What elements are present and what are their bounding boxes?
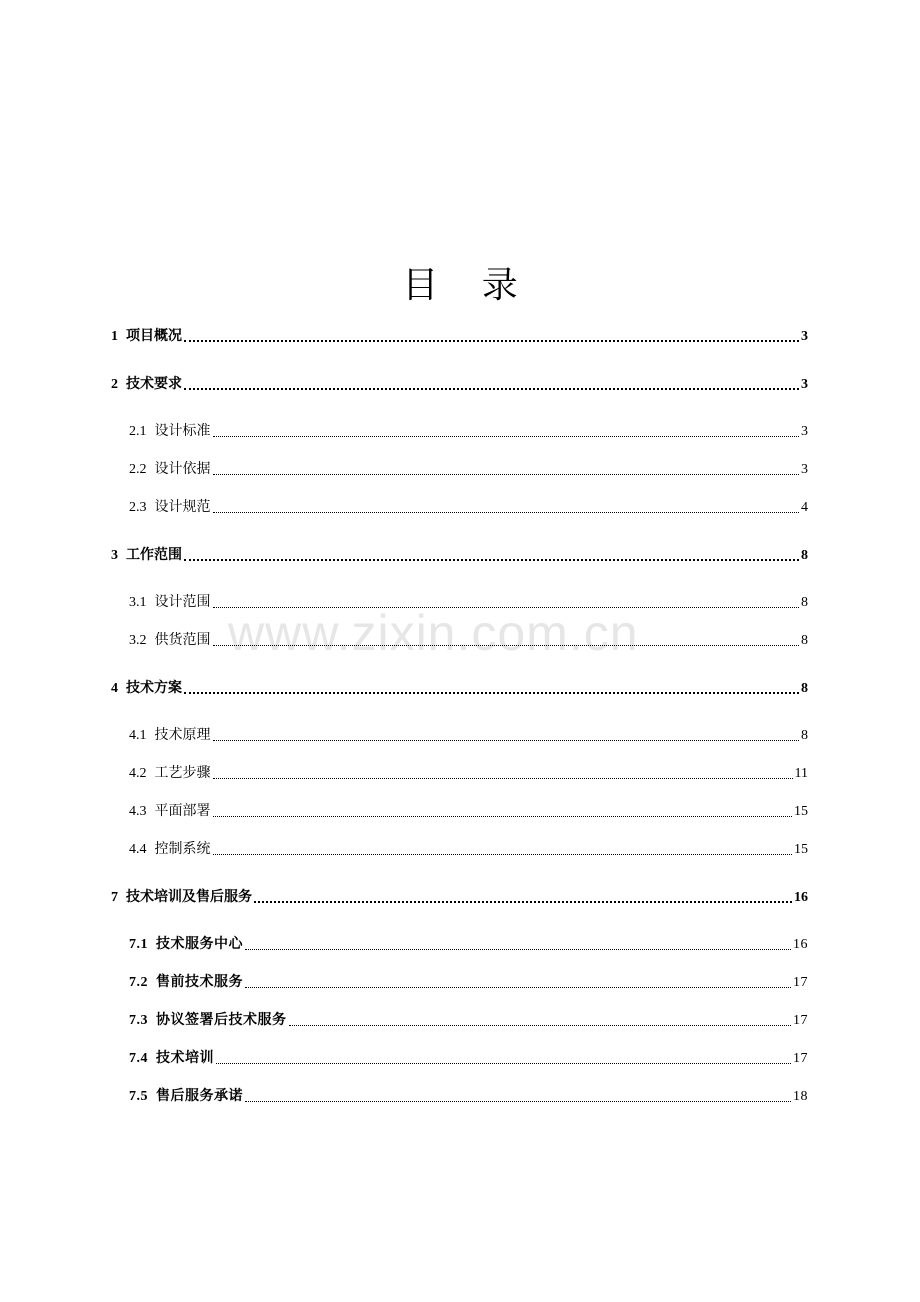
toc-number: 3.2 xyxy=(129,633,147,648)
toc-title: 设计范围 xyxy=(154,595,211,610)
toc-page: 8 xyxy=(801,548,808,563)
toc-entry-7-3[interactable] xyxy=(129,1010,808,1032)
toc-number: 4.1 xyxy=(129,728,147,743)
toc-title: 设计标准 xyxy=(154,424,211,439)
dot-leader xyxy=(213,777,793,779)
toc-page: 17 xyxy=(793,1051,808,1066)
toc-page: 11 xyxy=(794,766,808,781)
toc-entry-4-2[interactable] xyxy=(129,763,808,785)
toc-title: 技术原理 xyxy=(154,728,211,743)
toc-number: 2 xyxy=(111,377,118,392)
toc-entry-4-4[interactable] xyxy=(129,839,808,861)
toc-entry-2-3[interactable] xyxy=(129,497,808,519)
toc-number: 2.1 xyxy=(129,424,147,439)
toc-number: 7.2 xyxy=(129,975,148,990)
toc-entry-2-1[interactable] xyxy=(129,421,808,443)
toc-page: 3 xyxy=(801,424,808,439)
dot-leader xyxy=(289,1024,792,1026)
toc-page: 3 xyxy=(801,329,808,344)
toc-title: 技术方案 xyxy=(126,681,182,696)
dot-leader xyxy=(213,853,793,855)
toc-entry-7-5[interactable] xyxy=(129,1086,808,1108)
toc-entry-4[interactable] xyxy=(111,678,808,700)
toc-title: 协议签署后技术服务 xyxy=(156,1013,287,1028)
toc-number: 4.3 xyxy=(129,804,147,819)
toc-entry-7-1[interactable] xyxy=(129,934,808,956)
toc-number: 2.3 xyxy=(129,500,147,515)
toc-page: 18 xyxy=(793,1089,808,1104)
toc-number: 2.2 xyxy=(129,462,147,477)
toc-page: 17 xyxy=(793,1013,808,1028)
dot-leader xyxy=(213,606,800,608)
toc-number: 1 xyxy=(111,329,118,344)
toc-entry-7-2[interactable] xyxy=(129,972,808,994)
toc-title: 工艺步骤 xyxy=(154,766,211,781)
toc-entry-3-2[interactable] xyxy=(129,630,808,652)
toc-page: 15 xyxy=(794,804,808,819)
dot-leader xyxy=(213,435,800,437)
toc-page: 17 xyxy=(793,975,808,990)
toc-number: 7.5 xyxy=(129,1089,148,1104)
dot-leader xyxy=(245,948,791,950)
toc-title: 技术培训及售后服务 xyxy=(126,890,252,905)
toc-page: 8 xyxy=(801,728,808,743)
toc-page: 8 xyxy=(801,681,808,696)
toc-title: 平面部署 xyxy=(154,804,211,819)
toc-number: 4.4 xyxy=(129,842,147,857)
toc-title: 技术培训 xyxy=(156,1051,214,1066)
dot-leader xyxy=(245,986,791,988)
dot-leader xyxy=(213,511,800,513)
dot-leader xyxy=(213,473,800,475)
toc-page: 8 xyxy=(801,633,808,648)
watermark: www.zixin.com.cn xyxy=(228,605,639,661)
toc-entry-1[interactable] xyxy=(111,326,808,348)
toc-title: 技术服务中心 xyxy=(156,937,243,952)
toc-number: 4 xyxy=(111,681,118,696)
toc-entry-7[interactable] xyxy=(111,887,808,909)
toc-number: 7 xyxy=(111,890,118,905)
toc-entry-3[interactable] xyxy=(111,545,808,567)
toc-page: 16 xyxy=(794,890,808,905)
toc-entry-4-3[interactable] xyxy=(129,801,808,823)
toc-page: 8 xyxy=(801,595,808,610)
dot-leader xyxy=(213,739,800,741)
dot-leader xyxy=(184,339,799,342)
toc-number: 7.1 xyxy=(129,937,148,952)
toc-number: 7.3 xyxy=(129,1013,148,1028)
toc-title: 控制系统 xyxy=(154,842,211,857)
toc-title: 售前技术服务 xyxy=(156,975,243,990)
toc-entry-2-2[interactable] xyxy=(129,459,808,481)
toc-entry-7-4[interactable] xyxy=(129,1048,808,1070)
dot-leader xyxy=(254,900,792,903)
toc-title: 项目概况 xyxy=(126,329,182,344)
dot-leader xyxy=(184,691,799,694)
toc-title: 设计依据 xyxy=(154,462,211,477)
toc-entry-2[interactable] xyxy=(111,374,808,396)
toc-title: 售后服务承诺 xyxy=(156,1089,243,1104)
toc-page: 16 xyxy=(793,937,808,952)
toc-number: 3.1 xyxy=(129,595,147,610)
toc-number: 3 xyxy=(111,548,118,563)
dot-leader xyxy=(216,1062,791,1064)
toc-title: 供货范围 xyxy=(154,633,211,648)
toc-entry-4-1[interactable] xyxy=(129,725,808,747)
toc-number: 7.4 xyxy=(129,1051,148,1066)
toc-title: 技术要求 xyxy=(126,377,182,392)
dot-leader xyxy=(245,1100,791,1102)
dot-leader xyxy=(184,387,799,390)
dot-leader xyxy=(184,558,799,561)
toc-page: 3 xyxy=(801,462,808,477)
toc-page: 15 xyxy=(794,842,808,857)
toc-title: 工作范围 xyxy=(126,548,182,563)
page-title: 目 录 xyxy=(402,265,534,306)
toc-title: 设计规范 xyxy=(154,500,211,515)
toc-number: 4.2 xyxy=(129,766,147,781)
toc-page: 3 xyxy=(801,377,808,392)
dot-leader xyxy=(213,644,800,646)
toc-page: 4 xyxy=(801,500,808,515)
toc-entry-3-1[interactable] xyxy=(129,592,808,614)
dot-leader xyxy=(213,815,793,817)
